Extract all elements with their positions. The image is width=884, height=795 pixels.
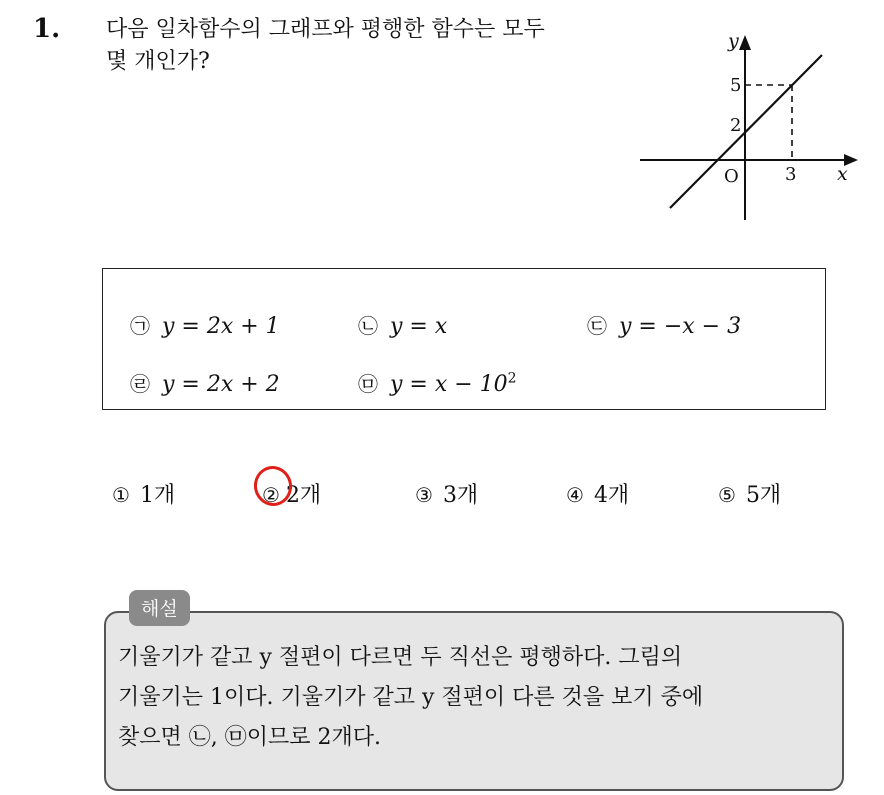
option-a-mark: ㉠ [130,314,150,338]
x-axis-label: x [837,163,848,185]
solution-line2: 기울기는 1이다. 기울기가 같고 y 절편이 다른 것을 보기 중에 [118,685,704,710]
option-b-equation: y = x [390,314,448,339]
choice-1[interactable] [112,478,175,509]
solution-tab: 해설 [129,590,190,626]
choice-1-label: 1개 [139,483,176,508]
choice-5[interactable] [718,478,781,509]
option-a [130,310,280,339]
option-d [130,368,280,397]
option-b-mark: ㉡ [358,314,378,338]
solution-line3: 찾으면 ㉡, ㉤이므로 2개다. [118,725,381,750]
line-graph [630,25,870,225]
option-b [358,310,447,339]
choice-2-symbol: ② [262,483,280,507]
question-text-line1: 다음 일차함수의 그래프와 평행한 함수는 모두 [106,17,545,42]
option-c-equation: y = −x − 3 [619,314,742,339]
solution-line1: 기울기가 같고 y 절편이 다르면 두 직선은 평행하다. 그림의 [118,645,683,670]
x-tick-label-3: 3 [785,164,797,185]
option-a-equation: y = 2x + 1 [162,314,280,339]
option-d-equation: y = 2x + 2 [162,372,280,397]
y-tick-label-2: 2 [730,115,742,136]
choice-2-label: 2개 [285,483,322,508]
option-e [358,368,517,397]
choice-3-symbol: ③ [415,483,433,507]
y-axis-label: y [728,30,739,52]
question-text [106,14,626,78]
solution-text [118,638,828,758]
question-text-line2: 몇 개인가? [106,49,210,74]
choice-3-label: 3개 [442,483,479,508]
choice-5-label: 5개 [745,483,782,508]
choice-4-symbol: ④ [566,483,584,507]
option-e-mark: ㉤ [358,372,378,396]
choice-1-symbol: ① [112,483,130,507]
origin-label: O [724,166,739,187]
option-e-exponent: 2 [507,370,517,387]
choice-5-symbol: ⑤ [718,483,736,507]
choice-4-label: 4개 [593,483,630,508]
option-c-mark: ㉢ [587,314,607,338]
option-e-equation: y = x − 10 [390,372,508,397]
choice-4[interactable] [566,478,629,509]
option-d-mark: ㉣ [130,372,150,396]
choice-3[interactable] [415,478,478,509]
y-axis-arrow [739,35,751,50]
option-c [587,310,741,339]
y-tick-label-5: 5 [730,75,742,96]
question-number: 1. [33,14,61,44]
